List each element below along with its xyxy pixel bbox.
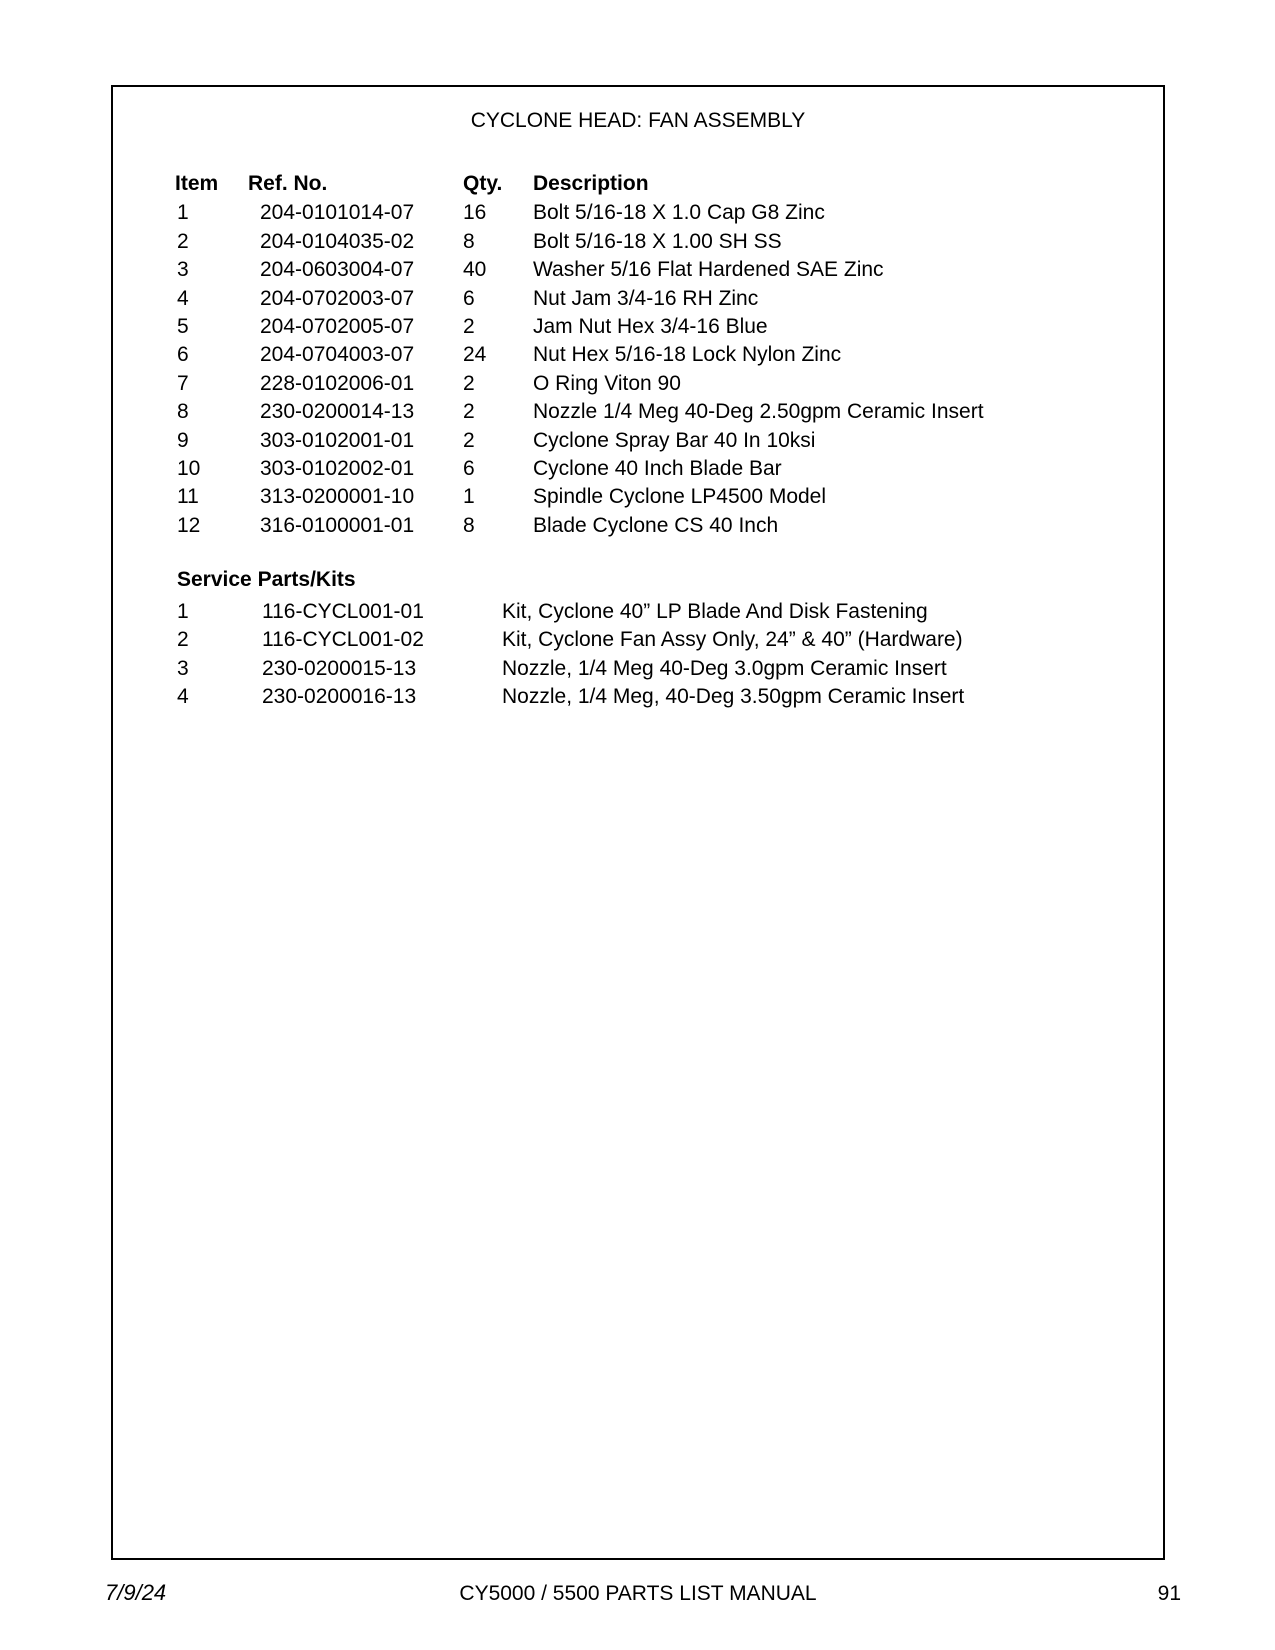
parts-table xyxy=(175,170,1105,540)
content-frame xyxy=(111,85,1165,1560)
parts-table-header-row xyxy=(175,170,1105,199)
table-row xyxy=(175,341,1105,369)
column-header-item: Item xyxy=(175,172,219,195)
cell-ref-no: 228-0102006-01 xyxy=(260,371,415,395)
cell-qty: 6 xyxy=(463,457,475,481)
cell-ref-no: 313-0200001-10 xyxy=(260,485,415,509)
cell-ref-no: 230-0200015-13 xyxy=(262,656,417,680)
table-row xyxy=(175,626,1105,654)
cell-item: 12 xyxy=(177,513,201,537)
cell-item: 6 xyxy=(177,343,189,367)
cell-description: Spindle Cyclone LP4500 Model xyxy=(533,485,827,509)
column-header-qty: Qty. xyxy=(463,172,503,195)
footer-page-number: 91 xyxy=(1157,1582,1181,1605)
cell-description: Nut Hex 5/16-18 Lock Nylon Zinc xyxy=(533,343,842,367)
cell-item: 11 xyxy=(177,485,199,509)
column-header-description: Description xyxy=(533,172,649,195)
cell-description: Cyclone 40 Inch Blade Bar xyxy=(533,457,782,481)
cell-description: Washer 5/16 Flat Hardened SAE Zinc xyxy=(533,258,884,282)
cell-ref-no: 116-CYCL001-02 xyxy=(262,628,424,652)
cell-ref-no: 204-0702003-07 xyxy=(260,286,415,310)
table-row xyxy=(175,427,1105,455)
cell-description: Nozzle, 1/4 Meg 40-Deg 3.0gpm Ceramic Insert xyxy=(502,656,947,680)
column-header-ref-no: Ref. No. xyxy=(248,172,328,195)
cell-ref-no: 204-0702005-07 xyxy=(260,315,415,339)
cell-qty: 40 xyxy=(463,258,487,282)
cell-item: 9 xyxy=(177,428,189,452)
page-title: CYCLONE HEAD: FAN ASSEMBLY xyxy=(470,109,806,132)
cell-ref-no: 230-0200016-13 xyxy=(262,685,417,709)
cell-qty: 6 xyxy=(463,286,475,310)
table-row xyxy=(175,683,1105,711)
table-row xyxy=(175,228,1105,256)
page-footer xyxy=(105,1580,1181,1620)
cell-description: Nut Jam 3/4-16 RH Zinc xyxy=(533,286,759,310)
cell-ref-no: 204-0101014-07 xyxy=(260,201,415,225)
cell-description: Kit, Cyclone 40” LP Blade And Disk Fastening xyxy=(502,600,928,623)
parts-table-body xyxy=(175,199,1105,540)
service-parts-table-body xyxy=(175,598,1105,712)
cell-item: 5 xyxy=(177,315,189,339)
cell-item: 8 xyxy=(177,400,189,424)
cell-ref-no: 303-0102001-01 xyxy=(260,428,415,452)
cell-item: 2 xyxy=(177,628,189,652)
cell-qty: 24 xyxy=(463,343,487,367)
cell-item: 4 xyxy=(177,286,189,310)
service-parts-table xyxy=(175,598,1105,712)
cell-ref-no: 116-CYCL001-01 xyxy=(262,600,424,623)
table-row xyxy=(175,398,1105,426)
table-row xyxy=(175,512,1105,540)
cell-qty: 2 xyxy=(463,315,475,339)
cell-item: 10 xyxy=(177,457,201,481)
cell-qty: 8 xyxy=(463,513,475,537)
cell-qty: 2 xyxy=(463,400,475,424)
cell-description: Jam Nut Hex 3/4-16 Blue xyxy=(533,315,768,339)
cell-description: Nozzle 1/4 Meg 40-Deg 2.50gpm Ceramic Insert xyxy=(533,400,984,424)
cell-item: 4 xyxy=(177,685,189,709)
cell-description: Nozzle, 1/4 Meg, 40-Deg 3.50gpm Ceramic Insert xyxy=(502,685,965,709)
cell-description: O Ring Viton 90 xyxy=(533,371,681,395)
cell-item: 3 xyxy=(177,656,189,680)
table-row xyxy=(175,370,1105,398)
cell-item: 1 xyxy=(177,600,189,623)
cell-ref-no: 230-0200014-13 xyxy=(260,400,415,424)
cell-qty: 2 xyxy=(463,371,475,395)
table-row xyxy=(175,598,1105,626)
cell-item: 3 xyxy=(177,258,189,282)
cell-description: Blade Cyclone CS 40 Inch xyxy=(533,513,779,537)
table-row xyxy=(175,256,1105,284)
cell-ref-no: 204-0704003-07 xyxy=(260,343,415,367)
cell-item: 2 xyxy=(177,229,189,253)
cell-ref-no: 204-0603004-07 xyxy=(260,258,415,282)
footer-date: 7/9/24 xyxy=(105,1580,167,1605)
cell-description: Bolt 5/16-18 X 1.0 Cap G8 Zinc xyxy=(533,201,825,225)
cell-qty: 8 xyxy=(463,229,475,253)
table-row xyxy=(175,655,1105,683)
cell-ref-no: 316-0100001-01 xyxy=(260,513,415,537)
cell-item: 1 xyxy=(177,201,189,225)
cell-qty: 2 xyxy=(463,428,475,452)
footer-manual-title: CY5000 / 5500 PARTS LIST MANUAL xyxy=(459,1582,817,1605)
table-row xyxy=(175,313,1105,341)
cell-qty: 1 xyxy=(463,485,475,509)
cell-qty: 16 xyxy=(463,201,487,225)
table-row xyxy=(175,199,1105,227)
cell-ref-no: 204-0104035-02 xyxy=(260,229,415,253)
table-row xyxy=(175,483,1105,511)
table-row xyxy=(175,285,1105,313)
service-parts-heading: Service Parts/Kits xyxy=(177,568,356,591)
cell-description: Cyclone Spray Bar 40 In 10ksi xyxy=(533,428,816,452)
cell-item: 7 xyxy=(177,371,189,395)
cell-description: Bolt 5/16-18 X 1.00 SH SS xyxy=(533,229,782,253)
table-row xyxy=(175,455,1105,483)
cell-description: Kit, Cyclone Fan Assy Only, 24” & 40” (Hardware) xyxy=(502,628,963,652)
cell-ref-no: 303-0102002-01 xyxy=(260,457,415,481)
